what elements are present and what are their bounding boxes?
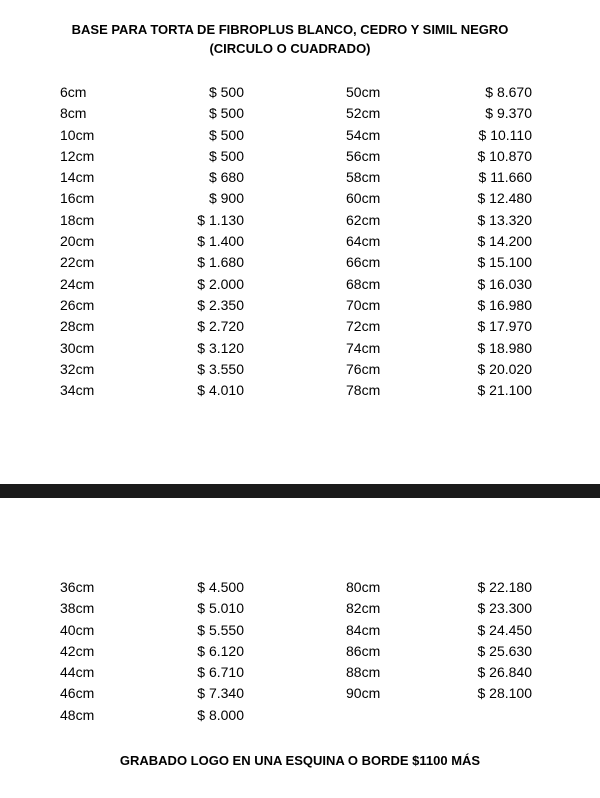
size-label: 48cm: [60, 706, 95, 723]
price-value: $ 900: [208, 190, 244, 207]
price-row: [60, 620, 244, 641]
size-label: 18cm: [60, 211, 95, 228]
price-row: [60, 188, 244, 209]
size-label: 28cm: [60, 318, 95, 335]
size-label: 14cm: [60, 169, 95, 186]
price-row: [60, 146, 244, 167]
price-value: $ 15.100: [477, 254, 532, 271]
price-value: $ 13.320: [477, 211, 532, 228]
price-row: [60, 598, 244, 619]
price-row: [60, 641, 244, 662]
price-row: [60, 662, 244, 683]
price-row: [60, 338, 244, 359]
price-row: [346, 598, 532, 619]
price-row: [346, 359, 532, 380]
size-label: 82cm: [346, 600, 381, 617]
price-row: [60, 231, 244, 252]
size-label: 60cm: [346, 190, 381, 207]
size-label: 74cm: [346, 339, 381, 356]
price-row: [60, 82, 244, 103]
size-label: 90cm: [346, 685, 381, 702]
price-row: [60, 252, 244, 273]
price-row: [346, 577, 532, 598]
price-value: $ 1.130: [197, 211, 244, 228]
size-label: 70cm: [346, 296, 381, 313]
price-value: $ 5.550: [197, 621, 244, 638]
price-value: $ 26.840: [477, 664, 532, 681]
size-label: 26cm: [60, 296, 95, 313]
page-title: BASE PARA TORTA DE FIBROPLUS BLANCO, CEDRO Y SIMIL NEGRO: [71, 22, 509, 37]
price-row: [346, 188, 532, 209]
size-label: 86cm: [346, 642, 381, 659]
size-label: 32cm: [60, 360, 95, 377]
price-row: [346, 210, 532, 231]
size-label: 44cm: [60, 664, 95, 681]
price-row: [60, 274, 244, 295]
price-value: $ 500: [208, 84, 244, 100]
price-value: $ 10.110: [478, 126, 532, 143]
size-label: 76cm: [346, 360, 381, 377]
price-row: [346, 295, 532, 316]
price-value: $ 500: [208, 147, 244, 164]
size-label: 88cm: [346, 664, 381, 681]
price-value: $ 10.870: [477, 147, 532, 164]
price-value: $ 7.340: [197, 685, 244, 702]
price-row: [346, 316, 532, 337]
size-label: 54cm: [346, 126, 381, 143]
price-value: $ 2.350: [197, 296, 244, 313]
price-row: [60, 683, 244, 704]
size-label: 6cm: [60, 84, 87, 100]
price-row: [60, 125, 244, 146]
size-label: 84cm: [346, 621, 381, 638]
price-value: $ 17.970: [477, 318, 532, 335]
price-value: $ 20.020: [477, 360, 532, 377]
engraving-note: GRABADO LOGO EN UNA ESQUINA O BORDE $1100 MÁS: [119, 753, 481, 768]
page-subtitle: (CIRCULO O CUADRADO): [209, 41, 371, 56]
price-row: [60, 359, 244, 380]
size-label: 16cm: [60, 190, 95, 207]
size-label: 12cm: [60, 147, 95, 164]
price-row: [346, 82, 532, 103]
price-row: [346, 274, 532, 295]
price-row: [346, 167, 532, 188]
size-label: 58cm: [346, 169, 381, 186]
price-value: $ 12.480: [477, 190, 532, 207]
size-label: 80cm: [346, 579, 381, 595]
size-label: 38cm: [60, 600, 95, 617]
price-row: [346, 125, 532, 146]
price-row: [346, 683, 532, 704]
price-value: $ 3.120: [197, 339, 244, 356]
size-label: 24cm: [60, 275, 95, 292]
price-value: $ 2.720: [197, 318, 244, 335]
price-value: $ 8.000: [197, 706, 244, 723]
price-value: $ 28.100: [477, 685, 532, 702]
price-row: [60, 577, 244, 598]
size-label: 42cm: [60, 642, 95, 659]
price-value: $ 11.660: [478, 169, 532, 186]
size-label: 10cm: [60, 126, 95, 143]
price-list-top-right: [346, 82, 532, 401]
price-value: $ 6.120: [197, 642, 244, 659]
size-label: 22cm: [60, 254, 95, 271]
size-label: 8cm: [60, 105, 87, 122]
price-value: $ 6.710: [197, 664, 244, 681]
price-row: [346, 231, 532, 252]
size-label: 50cm: [346, 84, 381, 100]
price-value: $ 500: [208, 126, 244, 143]
size-label: 72cm: [346, 318, 381, 335]
size-label: 56cm: [346, 147, 381, 164]
price-value: $ 3.550: [197, 360, 244, 377]
price-row: [60, 295, 244, 316]
size-label: 66cm: [346, 254, 381, 271]
price-row: [60, 316, 244, 337]
price-value: $ 1.680: [197, 254, 244, 271]
size-label: 36cm: [60, 579, 95, 595]
size-label: 78cm: [346, 382, 381, 399]
price-value: $ 9.370: [485, 105, 532, 122]
price-value: $ 23.300: [477, 600, 532, 617]
size-label: 62cm: [346, 211, 381, 228]
price-row: [346, 620, 532, 641]
price-value: $ 1.400: [197, 233, 244, 250]
size-label: 30cm: [60, 339, 95, 356]
price-value: $ 25.630: [477, 642, 532, 659]
price-value: $ 18.980: [477, 339, 532, 356]
price-row: [60, 210, 244, 231]
price-list-top-left: [60, 82, 244, 401]
price-value: $ 4.500: [197, 579, 244, 595]
price-value: $ 16.030: [477, 275, 532, 292]
price-row: [60, 380, 244, 401]
price-row: [346, 146, 532, 167]
price-row: [346, 252, 532, 273]
size-label: 40cm: [60, 621, 95, 638]
price-row: [60, 167, 244, 188]
price-row: [346, 662, 532, 683]
price-value: $ 4.010: [197, 382, 244, 399]
price-value: $ 680: [208, 169, 244, 186]
price-row: [346, 641, 532, 662]
price-row: [346, 338, 532, 359]
price-row: [60, 705, 244, 726]
price-value: $ 500: [208, 105, 244, 122]
price-row: [346, 103, 532, 124]
price-value: $ 16.980: [477, 296, 532, 313]
price-value: $ 5.010: [197, 600, 244, 617]
size-label: 64cm: [346, 233, 381, 250]
size-label: 68cm: [346, 275, 381, 292]
size-label: 46cm: [60, 685, 95, 702]
price-value: $ 24.450: [477, 621, 532, 638]
size-label: 20cm: [60, 233, 95, 250]
size-label: 52cm: [346, 105, 381, 122]
divider-bar: [0, 484, 600, 498]
price-value: $ 2.000: [197, 275, 244, 292]
price-value: $ 21.100: [477, 382, 532, 399]
size-label: 34cm: [60, 382, 95, 399]
price-value: $ 8.670: [485, 84, 532, 100]
price-list-bottom-right: [346, 577, 532, 705]
price-row: [60, 103, 244, 124]
price-value: $ 22.180: [477, 579, 532, 595]
price-row: [346, 380, 532, 401]
price-list-bottom-left: [60, 577, 244, 726]
price-value: $ 14.200: [477, 233, 532, 250]
